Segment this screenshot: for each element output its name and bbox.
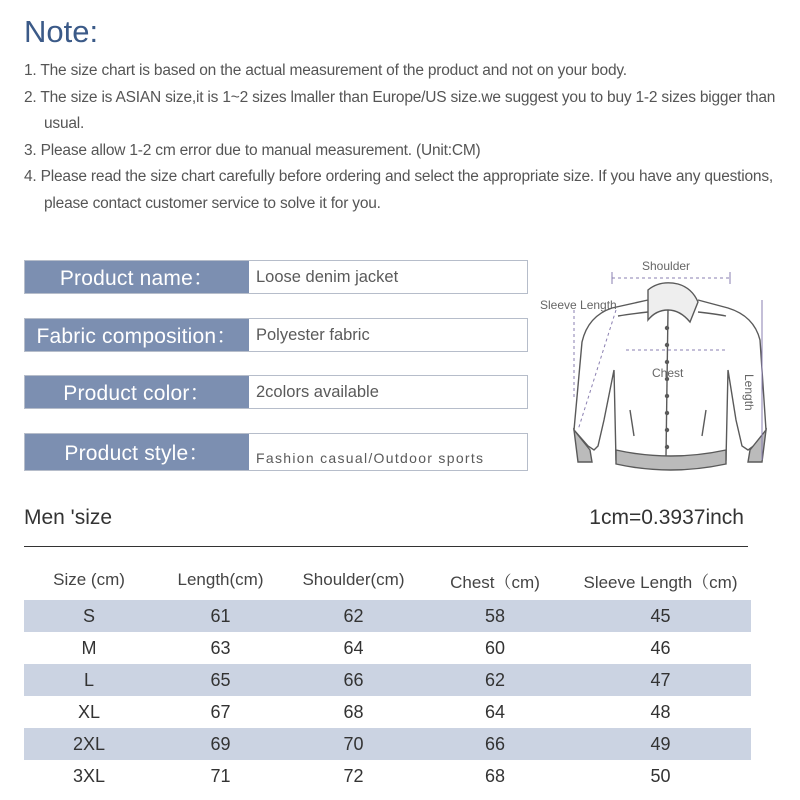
- cell-shoulder: 70: [287, 728, 420, 760]
- cell-sleeve-length: 47: [570, 664, 751, 696]
- note-item: 1. The size chart is based on the actual measurement of the product and not on your body.: [24, 62, 627, 79]
- note-list: [24, 58, 784, 217]
- product-color-label: Product color：: [25, 376, 249, 408]
- table-row: [24, 632, 751, 664]
- cell-shoulder: 72: [343, 765, 364, 786]
- cell-sleeve-length: 45: [570, 600, 751, 632]
- product-name-row: [24, 260, 528, 294]
- cell-shoulder: 62: [287, 600, 420, 632]
- header-shoulder: Shoulder(cm): [302, 570, 405, 589]
- jacket-diagram: [530, 250, 790, 485]
- table-row: [24, 664, 751, 696]
- header-chest: Chest（cm): [450, 572, 540, 592]
- cell-size: L: [24, 664, 154, 696]
- table-row: [24, 696, 751, 728]
- product-color-row: [24, 375, 528, 409]
- cell-shoulder: 66: [287, 664, 420, 696]
- size-section-title: Men 'size: [24, 506, 113, 529]
- size-table: [24, 560, 751, 792]
- note-item: 4. Please read the size chart carefully before ordering and select the appropriate size. If you have any questions, please contact customer service to solve it for you.: [24, 168, 774, 212]
- cell-sleeve-length: 46: [650, 637, 671, 658]
- cell-chest: 64: [484, 701, 506, 722]
- cell-size: S: [24, 600, 154, 632]
- fabric-composition-label: Fabric composition：: [25, 319, 249, 351]
- cell-chest: 60: [484, 637, 506, 658]
- note-title: Note:: [24, 14, 99, 49]
- table-row: [24, 728, 751, 760]
- product-name-value: Loose denim jacket: [256, 267, 399, 286]
- cell-length: 63: [210, 637, 231, 658]
- product-style-value: Fashion casual/Outdoor sports: [256, 450, 485, 466]
- cell-chest: 62: [420, 664, 570, 696]
- header-length: Length(cm): [177, 570, 264, 589]
- cell-sleeve-length: 50: [650, 765, 671, 786]
- header-size: Size (cm): [53, 570, 125, 589]
- unit-conversion: 1cm=0.3937inch: [589, 506, 744, 529]
- cell-sleeve-length: 48: [650, 701, 671, 722]
- cell-size: M: [81, 637, 97, 658]
- cell-size: 3XL: [72, 765, 106, 786]
- product-color-value: 2colors available: [256, 382, 379, 401]
- table-row: [24, 760, 751, 792]
- cell-length: 61: [154, 600, 287, 632]
- cell-size: 2XL: [24, 728, 154, 760]
- length-label: Length: [742, 374, 756, 411]
- sleeve-length-label: Sleeve Length: [540, 298, 617, 312]
- product-style-row: [24, 433, 528, 471]
- fabric-composition-value: Polyester fabric: [256, 325, 370, 344]
- note-item: 2. The size is ASIAN size,it is 1~2 sizes lmaller than Europe/US size.we suggest you to buy 1-2 sizes bigger than usual.: [24, 88, 776, 132]
- fabric-composition-row: [24, 318, 528, 352]
- table-header-row: [24, 560, 751, 600]
- cell-chest: 66: [420, 728, 570, 760]
- cell-shoulder: 64: [343, 637, 364, 658]
- note-item: 3. Please allow 1-2 cm error due to manual measurement. (Unit:CM): [24, 141, 481, 159]
- header-sleeve-length: Sleeve Length（cm): [583, 572, 738, 592]
- cell-shoulder: 68: [343, 701, 364, 722]
- product-style-label: Product style：: [25, 434, 249, 470]
- cell-chest: 58: [420, 600, 570, 632]
- chest-label: Chest: [652, 366, 684, 380]
- product-name-label: Product name：: [25, 261, 249, 293]
- cell-sleeve-length: 49: [570, 728, 751, 760]
- cell-length: 69: [154, 728, 287, 760]
- shoulder-label: Shoulder: [642, 259, 691, 273]
- table-row: [24, 600, 751, 632]
- cell-size: XL: [77, 701, 101, 722]
- divider: [24, 546, 748, 547]
- cell-length: 67: [210, 701, 231, 722]
- cell-chest: 68: [484, 765, 506, 786]
- cell-length: 71: [210, 765, 231, 786]
- cell-length: 65: [154, 664, 287, 696]
